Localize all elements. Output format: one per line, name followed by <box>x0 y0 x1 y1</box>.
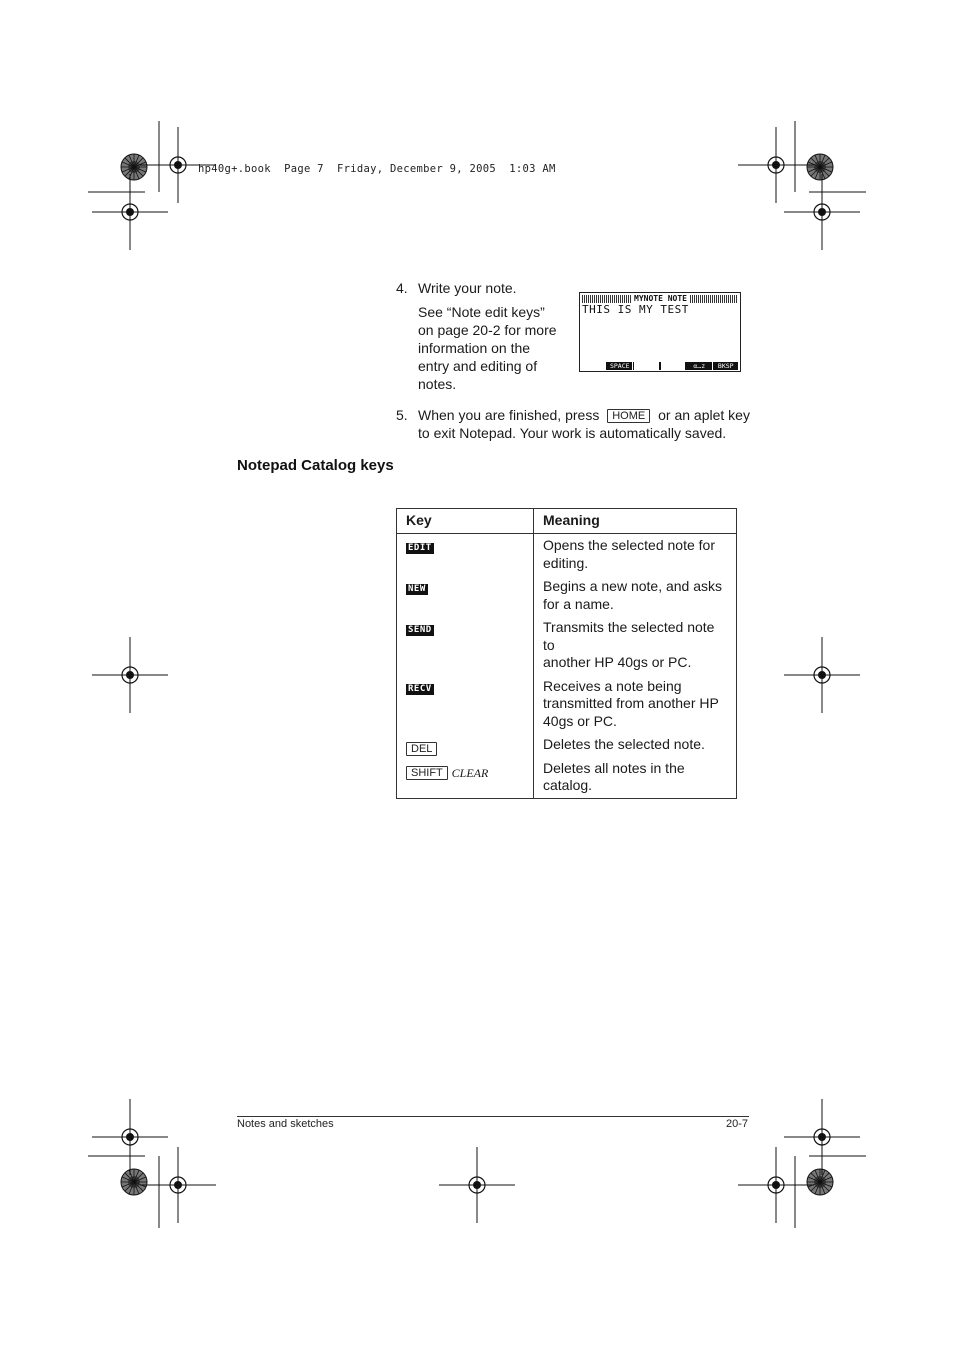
print-slug: hp40g+.book Page 7 Friday, December 9, 2005 1:03 AM <box>198 163 556 175</box>
detail-line: entry and editing of <box>418 358 538 374</box>
table-row <box>397 619 737 678</box>
table-row <box>397 736 737 760</box>
step-5-text-after: or an aplet key <box>658 407 750 423</box>
menu-key-4 <box>661 362 687 370</box>
meaning-line: Receives a note being <box>543 677 682 694</box>
notepad-catalog-keys-table <box>396 508 737 799</box>
table-row <box>397 760 737 799</box>
menu-key-bksp: BKSP <box>714 362 740 370</box>
step-5-line-2: to exit Notepad. Your work is automatically saved. <box>418 425 727 441</box>
screen-note-text: THIS IS MY TEST <box>582 303 689 316</box>
menu-key-3 <box>634 362 660 370</box>
calculator-screen <box>579 292 741 372</box>
detail-line: notes. <box>418 376 457 392</box>
detail-line: on page 20-2 for more <box>418 322 557 338</box>
step-5-text-before: When you are finished, press <box>418 407 600 423</box>
meaning-line: editing. <box>543 554 589 571</box>
footer-rule <box>237 1116 749 1117</box>
menu-key-space: SPACE <box>608 362 634 370</box>
table-row <box>397 578 737 619</box>
detail-line: See “Note edit keys” <box>418 304 545 320</box>
step-4-detail <box>418 303 557 393</box>
edit-softkey: EDIT <box>408 543 432 553</box>
meaning-line: catalog. <box>543 777 593 793</box>
meaning-line: 40gs or PC. <box>543 712 617 729</box>
del-key: DEL <box>406 742 437 756</box>
meaning-line: Deletes all notes in the <box>543 759 685 776</box>
clear-label: CLEAR <box>451 765 489 780</box>
home-key: HOME <box>607 409 650 423</box>
send-softkey: SEND <box>408 625 432 635</box>
section-heading: Notepad Catalog keys <box>237 457 394 474</box>
footer-page-number: 20-7 <box>725 1118 748 1130</box>
new-softkey: NEW <box>408 584 426 594</box>
menu-key-1 <box>581 362 607 370</box>
step-4-text: Write your note. <box>418 280 517 296</box>
step-5 <box>396 406 756 441</box>
screen-title-bar <box>582 295 738 303</box>
header-meaning: Meaning <box>534 509 737 534</box>
screen-title: MYNOTE NOTE <box>634 294 687 303</box>
shift-key: SHIFT <box>406 766 448 780</box>
header-key: Key <box>397 509 534 534</box>
recv-softkey: RECV <box>408 683 432 694</box>
meaning-line: Deletes the selected note. <box>543 736 705 752</box>
meaning-line: Begins a new note, and asks <box>543 578 723 594</box>
step-5-number: 5. <box>396 407 408 423</box>
menu-key-alpha: α…z <box>687 362 713 370</box>
footer-chapter: Notes and sketches <box>237 1118 334 1130</box>
meaning-line: Transmits the selected note to <box>543 619 715 653</box>
meaning-line: for a name. <box>543 595 614 612</box>
screen-menu-bar <box>581 362 739 370</box>
step-4-number: 4. <box>396 280 408 296</box>
meaning-line: transmitted from another HP <box>543 695 719 711</box>
detail-line: information on the <box>418 340 531 356</box>
step-4 <box>396 279 517 297</box>
table-row <box>397 678 737 737</box>
table-row <box>397 534 737 579</box>
meaning-line: another HP 40gs or PC. <box>543 654 692 670</box>
meaning-line: Opens the selected note for <box>543 537 715 553</box>
